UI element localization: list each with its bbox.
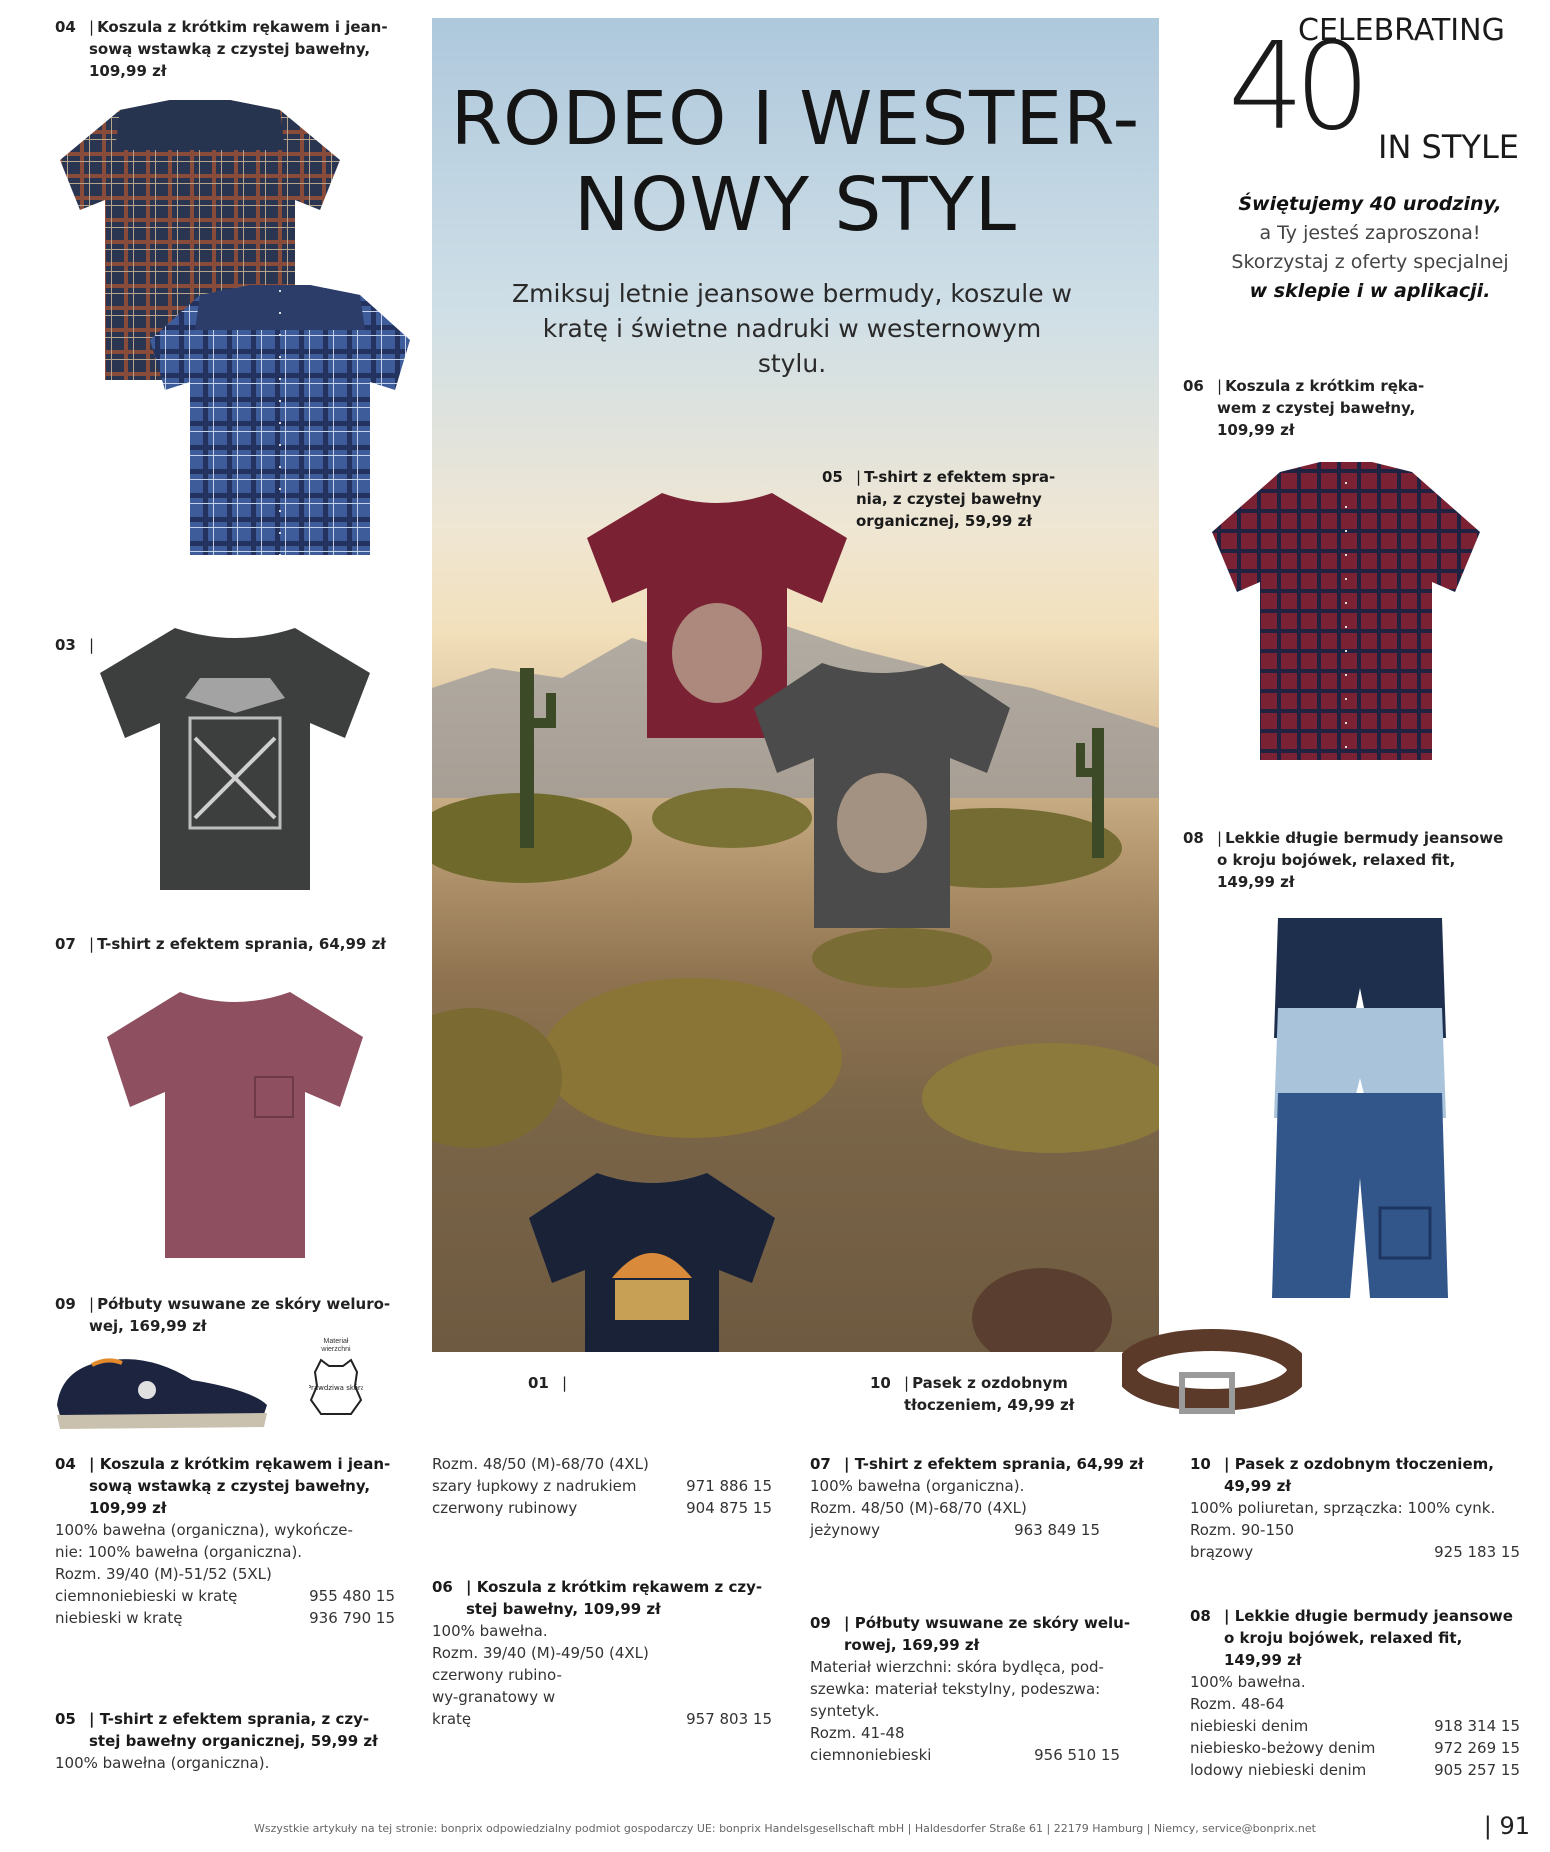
variant-name: niebieski w kratę: [55, 1609, 183, 1627]
label-product-04: 04 | Koszula z krótkim rękawem i jean- sową wstawką z czystej bawełny, 109,99 zł: [55, 18, 388, 80]
variant-row: [810, 1519, 1100, 1541]
variant-name: jeżynowy: [810, 1521, 880, 1539]
info-sizes: Rozm. 48/50 (M)-68/70 (4XL): [810, 1499, 1027, 1517]
product-image-bermudas-08[interactable]: [1270, 918, 1450, 1303]
info-material: 100% bawełna (organiczna).: [55, 1754, 270, 1772]
info-title: Koszula z krótkim rękawem z czy-: [476, 1578, 763, 1596]
info-number: 04: [55, 1455, 76, 1473]
product-image-tshirt-07[interactable]: [105, 982, 365, 1262]
product-number: 04: [55, 18, 76, 36]
info-head: 07 | T-shirt z efektem sprania, 64,99 zł: [810, 1455, 1144, 1473]
label-product-01: 01 |: [528, 1374, 568, 1392]
info-number: 09: [810, 1614, 831, 1632]
variant-code: 918 314 15: [1434, 1717, 1520, 1735]
info-material: Materiał wierzchni: skóra bydlęca, pod-: [810, 1658, 1104, 1676]
variant-name: ciemnoniebieski w kratę: [55, 1587, 238, 1605]
info-head: 09 | Półbuty wsuwane ze skóry welu- rowej, 169,99 zł: [810, 1612, 1150, 1656]
info-title-cont: o kroju bojówek, relaxed fit,: [1224, 1629, 1463, 1647]
variant-code: 905 257 15: [1434, 1761, 1520, 1779]
info-price: 109,99 zł: [89, 1499, 167, 1517]
variant-name: ciemnoniebieski: [810, 1746, 932, 1764]
variant-name: niebiesko-beżowy denim: [1190, 1739, 1376, 1757]
info-product-01: [432, 1453, 772, 1519]
product-number: 06: [1183, 377, 1204, 395]
info-number: 08: [1190, 1607, 1211, 1625]
page-number: | 91: [1483, 1812, 1530, 1840]
info-title: Lekkie długie bermudy jeansowe: [1234, 1607, 1513, 1625]
info-sizes: Rozm. 39/40 (M)-49/50 (4XL): [432, 1644, 649, 1662]
product-image-tshirt-03[interactable]: [95, 618, 375, 893]
product-name: T-shirt z efektem spra-: [864, 468, 1056, 486]
info-title: T-shirt z efektem sprania, z czy-: [99, 1710, 370, 1728]
info-product-06: [432, 1576, 772, 1730]
variant-row: [810, 1744, 1120, 1766]
variant-code: 936 790 15: [309, 1609, 395, 1627]
footer-legal-text: Wszystkie artykuły na tej stronie: bonprix odpowiedzialny podmiot gospodarczy UE: bonprix Handelsgesellschaft mbH | Haldesdorfer Straße 61 | 22179 Hamburg | Niemcy, service@bonprix.net: [254, 1822, 1316, 1835]
promo-text: [1205, 190, 1535, 306]
label-product-10: 10 | Pasek z ozdobnym tłoczeniem, 49,99 zł: [870, 1374, 1075, 1414]
info-price: 49,99 zł: [1224, 1477, 1291, 1495]
variant-row: [55, 1585, 395, 1607]
variant-name: brązowy: [1190, 1543, 1254, 1561]
badge-top-text: Materiał wierzchni: [321, 1338, 351, 1353]
info-material-cont: szewka: materiał tekstylny, podeszwa:: [810, 1680, 1101, 1698]
product-name: Koszula z krótkim ręka-: [1225, 377, 1425, 395]
info-head: 08 | Lekkie długie bermudy jeansowe o kroju bojówek, relaxed fit, 149,99 zł: [1190, 1605, 1530, 1671]
info-material: 100% poliuretan, sprzączka: 100% cynk.: [1190, 1499, 1496, 1517]
promo-line4: w sklepie i w aplikacji.: [1249, 280, 1491, 302]
product-image-shirt-06[interactable]: [1210, 462, 1482, 762]
info-product-05: [55, 1708, 415, 1774]
promo-line2: a Ty jesteś zaproszona!: [1259, 222, 1481, 244]
info-material: 100% bawełna (organiczna).: [810, 1477, 1025, 1495]
product-image-tshirt-01[interactable]: [527, 1168, 777, 1352]
variant-row: [1190, 1541, 1520, 1563]
product-image-tshirts-05[interactable]: [582, 488, 1012, 938]
leather-hide-icon: [309, 1356, 363, 1418]
info-sizes: Rozm. 48-64: [1190, 1695, 1285, 1713]
promo-line3: Skorzystaj z oferty specjalnej: [1231, 251, 1509, 273]
info-material-cont: nie: 100% bawełna (organiczna).: [55, 1543, 303, 1561]
label-product-06: 06 | Koszula z krótkim ręka- wem z czystej bawełny, 109,99 zł: [1183, 377, 1425, 439]
product-number: 05: [822, 468, 843, 486]
info-number: 06: [432, 1578, 453, 1596]
product-name-price: wej, 169,99 zł: [89, 1317, 207, 1335]
product-name: Półbuty wsuwane ze skóry weluro-: [97, 1295, 391, 1313]
variant-code: 963 849 15: [1014, 1521, 1100, 1539]
info-title: Półbuty wsuwane ze skóry welu-: [854, 1614, 1131, 1632]
info-sizes: Rozm. 90-150: [1190, 1521, 1295, 1539]
label-product-09: 09 | Półbuty wsuwane ze skóry weluro- wej, 169,99 zł: [55, 1295, 391, 1335]
info-product-04: [55, 1453, 395, 1629]
info-number: 05: [55, 1710, 76, 1728]
info-number: 10: [1190, 1455, 1211, 1473]
info-title: Koszula z krótkim rękawem i jean-: [99, 1455, 391, 1473]
product-name: Lekkie długie bermudy jeansowe: [1225, 829, 1504, 847]
info-product-10: [1190, 1453, 1530, 1563]
product-price: 109,99 zł: [89, 62, 167, 80]
info-product-07: [810, 1453, 1150, 1541]
info-title-price: stej bawełny, 109,99 zł: [466, 1600, 661, 1618]
info-color-cont: wy-granatowy w: [432, 1688, 556, 1706]
hero-subtitle: Zmiksuj letnie jeansowe bermudy, koszule w kratę i świetne nadruki w westernowym stylu.: [512, 279, 1072, 378]
product-image-shirts-04[interactable]: [50, 100, 410, 560]
leather-badge: [308, 1338, 364, 1428]
product-number: 09: [55, 1295, 76, 1313]
info-head: 10 | Pasek z ozdobnym tłoczeniem, 49,99 zł: [1190, 1453, 1530, 1497]
hero-title-line2: NOWY STYL: [573, 162, 1018, 248]
label-product-05: 05 | T-shirt z efektem spra- nia, z czystej bawełny organicznej, 59,99 zł: [822, 468, 1056, 530]
product-name-price: tłoczeniem, 49,99 zł: [904, 1396, 1075, 1414]
variant-code: 971 886 15: [686, 1477, 772, 1495]
label-product-07: 07 | T-shirt z efektem sprania, 64,99 zł: [55, 935, 386, 953]
product-name-price: T-shirt z efektem sprania, 64,99 zł: [97, 935, 386, 953]
info-material: 100% bawełna.: [1190, 1673, 1306, 1691]
logo-word-top: CELEBRATING: [1298, 13, 1505, 48]
variant-name: szary łupkowy z nadrukiem: [432, 1477, 637, 1495]
variant-code: 957 803 15: [686, 1710, 772, 1728]
variant-row: [432, 1708, 772, 1730]
variant-name: lodowy niebieski denim: [1190, 1761, 1367, 1779]
info-product-09: [810, 1612, 1150, 1766]
product-number: 01: [528, 1374, 549, 1392]
variant-code: 904 875 15: [686, 1499, 772, 1517]
logo-word-bottom: IN STYLE: [1378, 128, 1519, 166]
info-sizes: Rozm. 48/50 (M)-68/70 (4XL): [432, 1455, 649, 1473]
variant-name: niebieski denim: [1190, 1717, 1309, 1735]
product-name-cont: sową wstawką z czystej bawełny,: [89, 40, 371, 58]
product-price: organicznej, 59,99 zł: [856, 512, 1032, 530]
info-product-08: [1190, 1605, 1530, 1781]
variant-row: [1190, 1715, 1520, 1737]
info-number: 07: [810, 1455, 831, 1473]
product-number: 08: [1183, 829, 1204, 847]
variant-code: 925 183 15: [1434, 1543, 1520, 1561]
info-title: Pasek z ozdobnym tłoczeniem,: [1234, 1455, 1494, 1473]
info-sizes: Rozm. 41-48: [810, 1724, 905, 1742]
variant-name: czerwony rubinowy: [432, 1499, 578, 1517]
hero-title: [432, 76, 1159, 248]
product-image-belt-10[interactable]: [1122, 1325, 1302, 1425]
product-name-cont: wem z czystej bawełny,: [1217, 399, 1416, 417]
hero-title-line1: RODEO I WESTER-: [450, 76, 1141, 162]
variant-code: 956 510 15: [1034, 1746, 1120, 1764]
info-title-price: T-shirt z efektem sprania, 64,99 zł: [854, 1455, 1144, 1473]
label-product-08: 08 | Lekkie długie bermudy jeansowe o kroju bojówek, relaxed fit, 149,99 zł: [1183, 829, 1504, 891]
product-number: 03: [55, 636, 76, 654]
product-price: 109,99 zł: [1217, 421, 1295, 439]
info-material: 100% bawełna.: [432, 1622, 548, 1640]
product-name-cont: o kroju bojówek, relaxed fit,: [1217, 851, 1456, 869]
info-title-cont: sową wstawką z czystej bawełny,: [89, 1477, 371, 1495]
variant-row: [1190, 1737, 1520, 1759]
info-material-end: syntetyk.: [810, 1702, 880, 1720]
info-head: 06 | Koszula z krótkim rękawem z czy- stej bawełny, 109,99 zł: [432, 1576, 772, 1620]
variant-row: [1190, 1759, 1520, 1781]
promo-line1: Świętujemy 40 urodziny,: [1238, 193, 1502, 215]
info-price: 149,99 zł: [1224, 1651, 1302, 1669]
info-head: 04 | Koszula z krótkim rękawem i jean- sową wstawką z czystej bawełny, 109,99 zł: [55, 1453, 395, 1519]
product-name: Koszula z krótkim rękawem i jean-: [97, 18, 388, 36]
celebrating-40-logo: [1228, 8, 1528, 176]
info-title-price: rowej, 169,99 zł: [844, 1636, 980, 1654]
product-name-cont: nia, z czystej bawełny: [856, 490, 1042, 508]
hero-image: [432, 18, 1159, 1352]
badge-mid-text: Prawdziwa skóra: [309, 1384, 363, 1392]
info-sizes: Rozm. 39/40 (M)-51/52 (5XL): [55, 1565, 272, 1583]
variant-code: 955 480 15: [309, 1587, 395, 1605]
product-number: 10: [870, 1374, 891, 1392]
variant-name: kratę: [432, 1710, 472, 1728]
logo-number: 40: [1228, 18, 1361, 157]
label-product-03: 03 |: [55, 636, 95, 654]
product-name: Pasek z ozdobnym: [912, 1374, 1068, 1392]
variant-row: [432, 1475, 772, 1497]
variant-code: 972 269 15: [1434, 1739, 1520, 1757]
info-color: czerwony rubino-: [432, 1666, 562, 1684]
info-material: 100% bawełna (organiczna), wykończe-: [55, 1521, 353, 1539]
info-title-price: stej bawełny organicznej, 59,99 zł: [89, 1732, 378, 1750]
product-price: 149,99 zł: [1217, 873, 1295, 891]
product-image-shoe-09[interactable]: [52, 1345, 272, 1430]
variant-row: [55, 1607, 395, 1629]
product-number: 07: [55, 935, 76, 953]
info-head: 05 | T-shirt z efektem sprania, z czy- stej bawełny organicznej, 59,99 zł: [55, 1708, 415, 1752]
variant-row: [432, 1497, 772, 1519]
